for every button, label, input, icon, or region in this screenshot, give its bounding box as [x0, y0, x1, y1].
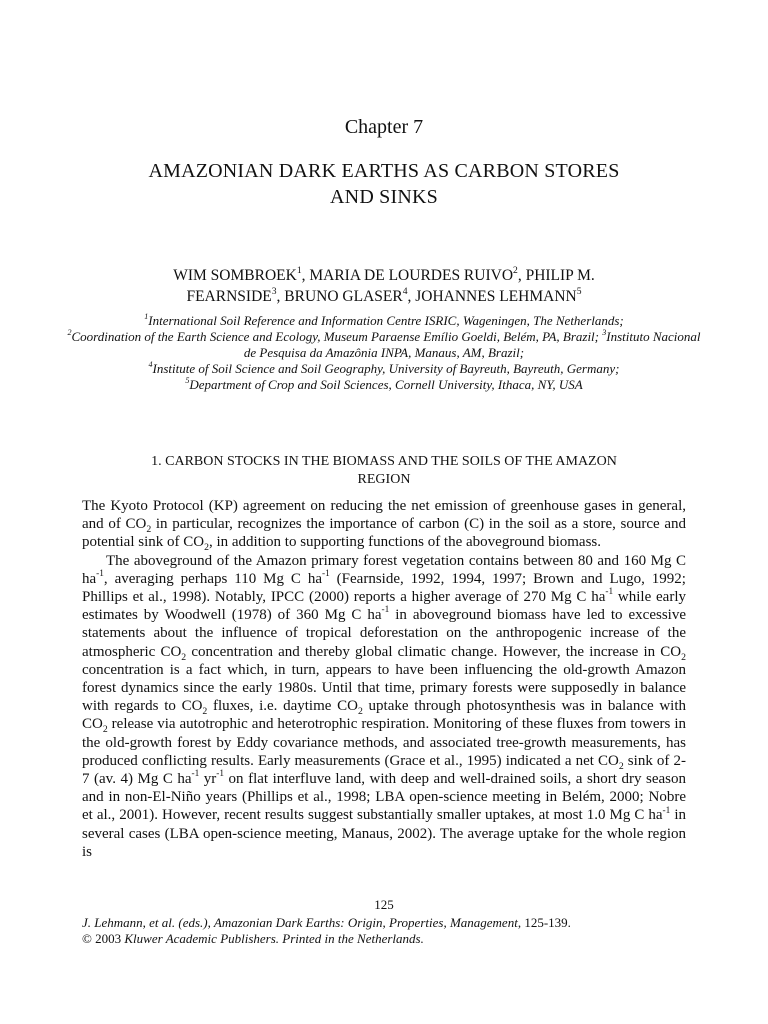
superscript: -1	[96, 568, 104, 579]
superscript: -1	[605, 587, 614, 598]
author-affiliation-mark: 2	[513, 264, 518, 276]
citation-line	[82, 915, 702, 931]
author-affiliation-mark: 4	[402, 285, 408, 297]
author-name: BRUNO GLASER	[284, 288, 403, 305]
chapter-title	[60, 158, 708, 210]
copyright-year: © 2003	[82, 931, 125, 946]
subscript: 2	[357, 706, 363, 718]
section-heading	[82, 453, 686, 489]
subscript: 2	[681, 651, 686, 663]
affiliation-text: International Soil Reference and Information Centre ISRIC, Wageningen, The Netherlands;	[148, 313, 624, 328]
author-affiliation-mark: 3	[271, 285, 277, 297]
subscript: 2	[181, 651, 187, 663]
section-heading-line2: REGION	[357, 472, 411, 487]
affiliation-line	[60, 377, 708, 393]
affiliation-mark: 4	[148, 359, 153, 369]
copyright-line	[82, 931, 702, 947]
author-separator: ,	[407, 288, 416, 305]
subscript: 2	[202, 706, 208, 718]
subscript: 2	[204, 542, 209, 554]
section-heading-line1: 1. CARBON STOCKS IN THE BIOMASS AND THE SOILS OF THE AMAZON	[151, 454, 617, 469]
affiliation-mark: 2	[67, 327, 72, 337]
subscript: 2	[102, 724, 108, 736]
body-text	[82, 497, 686, 861]
affiliation-line	[60, 313, 708, 329]
paragraph-1: The Kyoto Protocol (KP) agreement on reducing the net emission of greenhouse gases in general, and of $CO_2$ in particular, recognizes the importance of carbon (C) in the soil as a store, source and potential sink of $CO_2$, in addition to supporting functions of the aboveground biomass.	[82, 498, 686, 554]
copyright-publisher: Kluwer Academic Publishers. Printed in the Netherlands.	[124, 931, 424, 946]
author-separator: ,	[301, 267, 310, 284]
affiliation-mark: 1	[144, 311, 149, 321]
chapter-label: Chapter 7	[344, 116, 424, 138]
author-list	[70, 265, 698, 307]
superscript: -1	[191, 769, 200, 780]
page-number: 125	[374, 897, 394, 912]
affiliation-text: Coordination of the Earth Science and Ecology, Museum Paraense Emílio Goeldi, Belém, PA, Brazil;	[71, 329, 603, 344]
affiliation-line	[60, 329, 708, 361]
author-name: MARIA DE LOURDES RUIVO	[309, 267, 514, 284]
author-affiliation-mark: 5	[576, 285, 582, 297]
citation-footer	[82, 915, 702, 947]
affiliation-text: Institute of Soil Science and Soil Geography, University of Bayreuth, Bayreuth, Germany;	[152, 361, 620, 376]
affiliation-mark: 3	[602, 327, 607, 337]
superscript: -1	[381, 605, 390, 616]
citation-pages: , 125-139.	[517, 915, 571, 930]
subscript: 2	[146, 524, 152, 536]
chapter-title-line1: AMAZONIAN DARK EARTHS AS CARBON STORES	[148, 160, 620, 182]
affiliation-line	[60, 361, 708, 377]
superscript: -1	[662, 805, 671, 816]
author-name: WIM SOMBROEK	[173, 267, 297, 284]
affiliation-mark: 5	[185, 375, 190, 385]
superscript: -1	[321, 568, 330, 579]
author-separator: ,	[517, 267, 526, 284]
affiliations	[60, 313, 708, 393]
citation-title: J. Lehmann, et al. (eds.), Amazonian Dark Earths: Origin, Properties, Management	[82, 915, 518, 930]
chapter-title-line2: AND SINKS	[330, 186, 438, 208]
author-name: JOHANNES LEHMANN	[415, 288, 577, 305]
paragraph-2: The aboveground of the Amazon primary forest vegetation contains between 80 and 160 Mg C $ha^{-1}$, averaging perhaps 110 Mg C $ha^{-1}$ (Fearnside, 1992, 1994, 1997; Brown and Lugo, 1992; Phillips et al., 1998). Notably, IPCC (2000) reports a higher average of 270 Mg C $ha^{-1}$ while early estimates by Woodwell (1978) of 360 Mg C $ha^{-1}$ in aboveground biomass have led to excessive statements about the influence of tropical deforestation on the anthropogenic increase of the atmospheric $CO_2$ concentration and thereby global climatic change. However, the increase in $CO_2$ concentration is a fact which, in turn, appears to have been influencing the old-growth Amazon forest dynamics since the early 1980s. Until that time, primary forests were supposedly in balance with regards to $CO_2$ fluxes, i.e. daytime $CO_2$ uptake through photosynthesis was in balance with $CO_2$ release via autotrophic and heterotrophic respiration. Monitoring of these fluxes from towers in the old-growth forest by Eddy covariance methods, and associated tree-growth measurements, has produced conflicting results. Early measurements (Grace et al., 1995) indicated a net $CO_2$ sink of 2-7 (av. 4) Mg C $ha^{-1}$ $yr^{-1}$ on flat interfluve land, with deep and well-drained soils, a short dry season and in non-El-Niño years (Phillips et al., 1998; LBA open-science meeting in Belém, 2000; Nobre et al., 2001). However, recent results suggest substantially smaller uptakes, at most 1.0 Mg C $ha^{-1}$ in several cases (LBA open-science meeting, Manaus, 2002). The average uptake for the whole region is	[82, 552, 687, 860]
author-affiliation-mark: 1	[296, 264, 302, 276]
author-name: FEARNSIDE	[186, 288, 272, 305]
superscript: -1	[216, 769, 225, 780]
author-name: PHILIP M.	[525, 267, 595, 284]
affiliation-text: Instituto Nacional de Pesquisa da Amazônia INPA, Manaus, AM, Brazil;	[243, 329, 701, 360]
affiliation-text: Department of Crop and Soil Sciences, Cornell University, Ithaca, NY, USA	[189, 377, 583, 392]
author-separator: ,	[276, 288, 285, 305]
subscript: 2	[618, 760, 624, 772]
